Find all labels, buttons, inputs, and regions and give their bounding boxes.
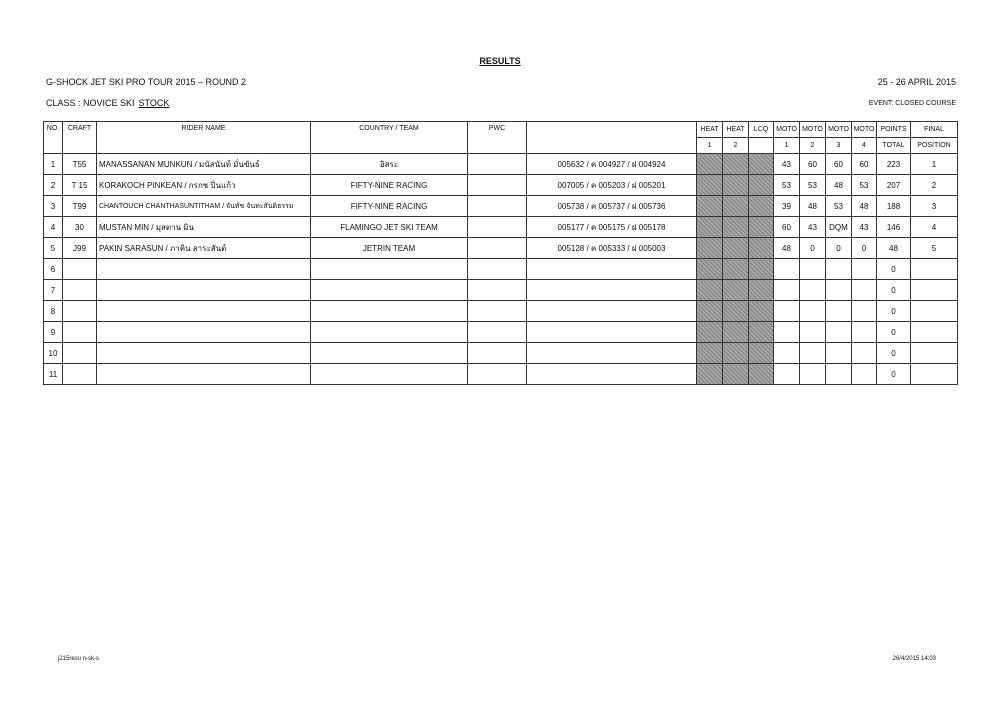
col-header-moto-4: MOTO <box>852 122 877 138</box>
pwc-cell <box>468 154 527 175</box>
moto-3-points <box>826 301 852 322</box>
lcq-cell <box>749 175 774 196</box>
moto-3-points: 0 <box>826 238 852 259</box>
moto-4-points: 60 <box>852 154 877 175</box>
hull-numbers: 007005 / ค 005203 / ฝ 005201 <box>527 175 697 196</box>
event-type: EVENT: CLOSED COURSE <box>868 100 956 107</box>
moto-1-points: 53 <box>774 175 800 196</box>
hull-numbers <box>527 280 697 301</box>
col-header-total: TOTAL <box>877 138 911 154</box>
craft-number <box>63 322 97 343</box>
table-row <box>44 364 958 385</box>
rider-name: PAKIN SARASUN / ภาคิน สาระสันต์ <box>97 238 311 259</box>
row-number: 8 <box>44 301 63 322</box>
hull-numbers: 005128 / ค 005333 / ฝ 005003 <box>527 238 697 259</box>
heat-2-cell <box>723 259 749 280</box>
moto-1-points: 39 <box>774 196 800 217</box>
moto-4-points: 43 <box>852 217 877 238</box>
craft-number <box>63 343 97 364</box>
craft-number <box>63 259 97 280</box>
col-header-moto-1: MOTO <box>774 122 800 138</box>
table-row <box>44 280 958 301</box>
team-name <box>311 364 468 385</box>
col-header-pwc: PWC <box>468 122 527 154</box>
lcq-cell <box>749 217 774 238</box>
col-header-craft: CRAFT <box>63 122 97 154</box>
moto-3-points <box>826 364 852 385</box>
heat-1-cell <box>697 280 723 301</box>
row-number: 10 <box>44 343 63 364</box>
craft-number: T 15 <box>63 175 97 196</box>
hull-numbers <box>527 259 697 280</box>
moto-3-points: DQM <box>826 217 852 238</box>
moto-4-points <box>852 322 877 343</box>
moto-3-points <box>826 343 852 364</box>
row-number: 5 <box>44 238 63 259</box>
craft-number <box>63 280 97 301</box>
moto-4-points <box>852 343 877 364</box>
total-points: 0 <box>877 364 911 385</box>
col-header-team: COUNTRY / TEAM <box>311 122 468 154</box>
lcq-cell <box>749 343 774 364</box>
moto-1-points: 43 <box>774 154 800 175</box>
col-header-lcq: LCQ <box>749 122 774 138</box>
moto-1-points <box>774 322 800 343</box>
rider-name <box>97 364 311 385</box>
team-name <box>311 343 468 364</box>
pwc-cell <box>468 343 527 364</box>
lcq-cell <box>749 322 774 343</box>
total-points: 146 <box>877 217 911 238</box>
heat-2-cell <box>723 175 749 196</box>
rider-name <box>97 280 311 301</box>
final-position <box>911 301 958 322</box>
hull-numbers: 005632 / ค 004927 / ฝ 004924 <box>527 154 697 175</box>
rider-name <box>97 259 311 280</box>
moto-1-points <box>774 280 800 301</box>
col-header-points: POINTS <box>877 122 911 138</box>
rider-name <box>97 301 311 322</box>
total-points: 0 <box>877 343 911 364</box>
pwc-cell <box>468 364 527 385</box>
heat-1-cell <box>697 343 723 364</box>
pwc-cell <box>468 175 527 196</box>
moto-1-points <box>774 364 800 385</box>
heat-2-cell <box>723 154 749 175</box>
rider-name <box>97 343 311 364</box>
table-row <box>44 196 958 217</box>
col-header-hull <box>527 122 697 154</box>
moto-4-points <box>852 364 877 385</box>
moto-2-points <box>800 280 826 301</box>
final-position: 4 <box>911 217 958 238</box>
table-row <box>44 175 958 196</box>
rider-name: MUSTAN MIN / มุสตาน มิน <box>97 217 311 238</box>
rider-name: CHANTOUCH CHANTHASUNTITHAM / จันทัช จันทะสันติธรรม <box>97 196 311 217</box>
class-type: STOCK <box>138 98 170 108</box>
footer-print-date: 26/4/2015 14:03 <box>892 656 936 662</box>
col-header-moto-1-num: 1 <box>774 138 800 154</box>
moto-1-points: 60 <box>774 217 800 238</box>
hull-numbers <box>527 301 697 322</box>
class-label: CLASS : NOVICE SKI <box>46 98 135 108</box>
team-name <box>311 322 468 343</box>
col-header-moto-2: MOTO <box>800 122 826 138</box>
team-name: JETRIN TEAM <box>311 238 468 259</box>
col-header-moto-3-num: 3 <box>826 138 852 154</box>
moto-4-points <box>852 259 877 280</box>
rider-name: MANASSANAN MUNKUN / มนัสนันท์ มั่นขันธ์ <box>97 154 311 175</box>
moto-3-points: 53 <box>826 196 852 217</box>
heat-1-cell <box>697 238 723 259</box>
lcq-cell <box>749 196 774 217</box>
hull-numbers <box>527 322 697 343</box>
final-position: 5 <box>911 238 958 259</box>
moto-1-points <box>774 301 800 322</box>
heat-2-cell <box>723 217 749 238</box>
craft-number <box>63 301 97 322</box>
hull-numbers: 005177 / ค 005175 / ฝ 005178 <box>527 217 697 238</box>
col-header-no: NO. <box>44 122 63 154</box>
table-row <box>44 238 958 259</box>
heat-1-cell <box>697 175 723 196</box>
pwc-cell <box>468 301 527 322</box>
row-number: 7 <box>44 280 63 301</box>
heat-1-cell <box>697 322 723 343</box>
col-header-lcq-sub <box>749 138 774 154</box>
row-number: 1 <box>44 154 63 175</box>
row-number: 2 <box>44 175 63 196</box>
class-line <box>46 98 169 108</box>
heat-2-cell <box>723 196 749 217</box>
table-row <box>44 154 958 175</box>
total-points: 207 <box>877 175 911 196</box>
team-name: FIFTY-NINE RACING <box>311 175 468 196</box>
craft-number: J99 <box>63 238 97 259</box>
table-row <box>44 301 958 322</box>
moto-4-points <box>852 301 877 322</box>
lcq-cell <box>749 301 774 322</box>
heat-1-cell <box>697 196 723 217</box>
team-name: FLAMINGO JET SKI TEAM <box>311 217 468 238</box>
col-header-moto-3: MOTO <box>826 122 852 138</box>
final-position <box>911 343 958 364</box>
craft-number: T55 <box>63 154 97 175</box>
moto-3-points: 60 <box>826 154 852 175</box>
heat-2-cell <box>723 301 749 322</box>
col-header-moto-4-num: 4 <box>852 138 877 154</box>
lcq-cell <box>749 259 774 280</box>
heat-2-cell <box>723 280 749 301</box>
final-position <box>911 322 958 343</box>
rider-name <box>97 322 311 343</box>
lcq-cell <box>749 364 774 385</box>
col-header-moto-2-num: 2 <box>800 138 826 154</box>
total-points: 0 <box>877 322 911 343</box>
heat-2-cell <box>723 364 749 385</box>
heat-1-cell <box>697 301 723 322</box>
col-header-heat-2: HEAT <box>723 122 749 138</box>
results-table <box>43 121 958 385</box>
moto-1-points <box>774 259 800 280</box>
moto-2-points <box>800 259 826 280</box>
moto-4-points: 48 <box>852 196 877 217</box>
moto-3-points <box>826 280 852 301</box>
moto-3-points: 48 <box>826 175 852 196</box>
moto-2-points <box>800 364 826 385</box>
table-row <box>44 217 958 238</box>
pwc-cell <box>468 280 527 301</box>
lcq-cell <box>749 238 774 259</box>
pwc-cell <box>468 238 527 259</box>
craft-number: T99 <box>63 196 97 217</box>
rider-name: KORAKOCH PINKEAN / กรกช ปิ่นแก้ว <box>97 175 311 196</box>
pwc-cell <box>468 217 527 238</box>
col-header-position: POSITION <box>911 138 958 154</box>
moto-3-points <box>826 259 852 280</box>
row-number: 3 <box>44 196 63 217</box>
heat-1-cell <box>697 217 723 238</box>
hull-numbers <box>527 343 697 364</box>
final-position: 3 <box>911 196 958 217</box>
final-position <box>911 280 958 301</box>
craft-number: 30 <box>63 217 97 238</box>
moto-4-points: 0 <box>852 238 877 259</box>
event-title: G-SHOCK JET SKI PRO TOUR 2015 – ROUND 2 <box>46 77 247 87</box>
team-name <box>311 280 468 301</box>
moto-1-points: 48 <box>774 238 800 259</box>
row-number: 6 <box>44 259 63 280</box>
team-name <box>311 301 468 322</box>
event-date: 25 - 26 APRIL 2015 <box>877 77 956 87</box>
lcq-cell <box>749 280 774 301</box>
total-points: 0 <box>877 301 911 322</box>
total-points: 48 <box>877 238 911 259</box>
hull-numbers: 005738 / ค 005737 / ฝ 005736 <box>527 196 697 217</box>
lcq-cell <box>749 154 774 175</box>
heat-1-cell <box>697 259 723 280</box>
moto-2-points <box>800 343 826 364</box>
moto-4-points: 53 <box>852 175 877 196</box>
pwc-cell <box>468 259 527 280</box>
moto-4-points <box>852 280 877 301</box>
heat-1-cell <box>697 154 723 175</box>
final-position <box>911 259 958 280</box>
pwc-cell <box>468 322 527 343</box>
table-row <box>44 259 958 280</box>
moto-2-points <box>800 322 826 343</box>
heat-2-cell <box>723 322 749 343</box>
heat-2-cell <box>723 238 749 259</box>
table-row <box>44 343 958 364</box>
row-number: 4 <box>44 217 63 238</box>
team-name: อิสระ <box>311 154 468 175</box>
table-row <box>44 322 958 343</box>
final-position: 2 <box>911 175 958 196</box>
col-header-final: FINAL <box>911 122 958 138</box>
page-title: RESULTS <box>479 56 521 66</box>
footer-file-name: j215resu n-sk-s <box>58 656 100 662</box>
col-header-heat-1: HEAT <box>697 122 723 138</box>
total-points: 0 <box>877 280 911 301</box>
final-position <box>911 364 958 385</box>
moto-2-points: 0 <box>800 238 826 259</box>
row-number: 11 <box>44 364 63 385</box>
team-name <box>311 259 468 280</box>
hull-numbers <box>527 364 697 385</box>
moto-2-points: 60 <box>800 154 826 175</box>
moto-2-points: 48 <box>800 196 826 217</box>
row-number: 9 <box>44 322 63 343</box>
moto-2-points <box>800 301 826 322</box>
header-row-1 <box>44 122 958 138</box>
final-position: 1 <box>911 154 958 175</box>
total-points: 223 <box>877 154 911 175</box>
col-header-heat-2-num: 2 <box>723 138 749 154</box>
moto-2-points: 43 <box>800 217 826 238</box>
moto-3-points <box>826 322 852 343</box>
total-points: 0 <box>877 259 911 280</box>
pwc-cell <box>468 196 527 217</box>
heat-1-cell <box>697 364 723 385</box>
moto-2-points: 53 <box>800 175 826 196</box>
total-points: 188 <box>877 196 911 217</box>
team-name: FIFTY-NINE RACING <box>311 196 468 217</box>
col-header-rider: RIDER NAME <box>97 122 311 154</box>
craft-number <box>63 364 97 385</box>
col-header-heat-1-num: 1 <box>697 138 723 154</box>
heat-2-cell <box>723 343 749 364</box>
moto-1-points <box>774 343 800 364</box>
